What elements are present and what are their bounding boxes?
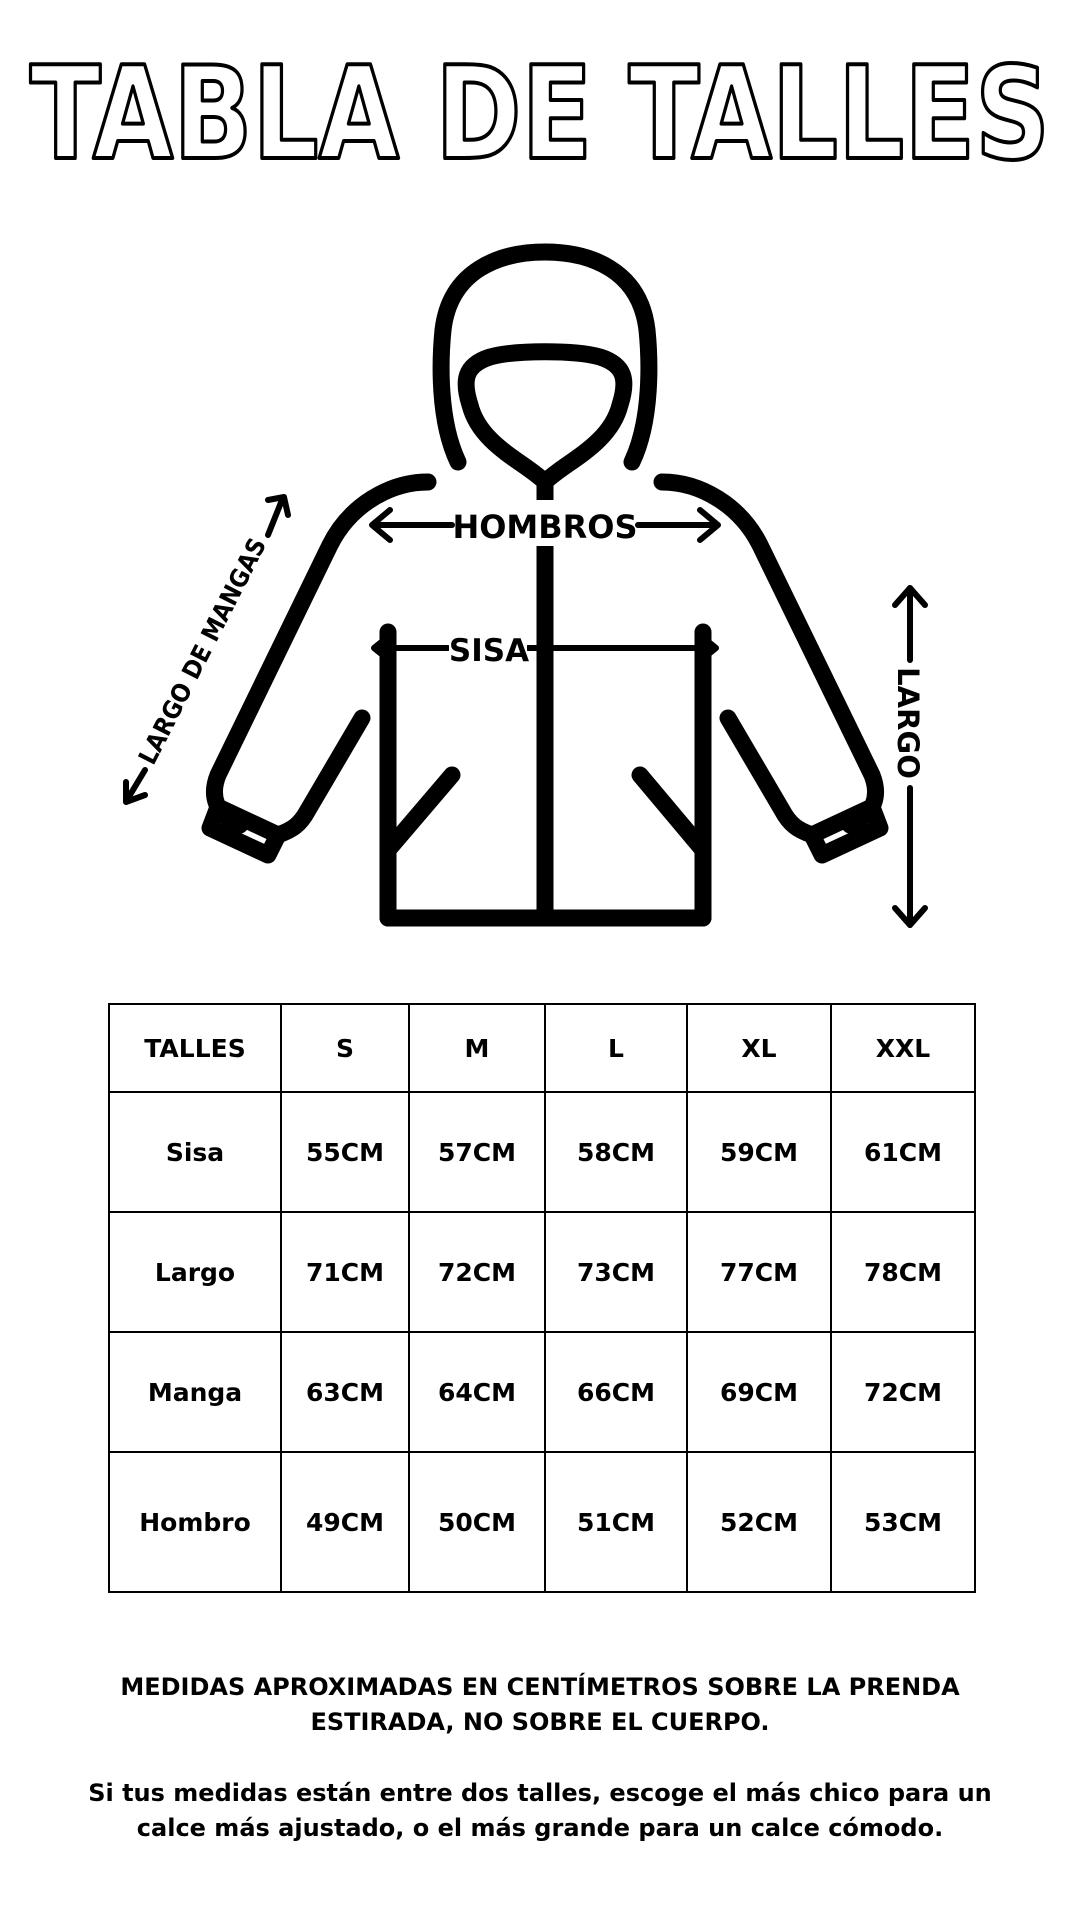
header-size-m: M — [409, 1004, 545, 1092]
row-label: Hombro — [109, 1452, 281, 1592]
hood-face — [466, 352, 624, 482]
table-cell: 64CM — [409, 1332, 545, 1452]
page-title-text: TABLA DE TALLES — [30, 40, 1050, 180]
table-cell: 52CM — [687, 1452, 831, 1592]
left-pocket — [388, 775, 452, 850]
table-cell: 71CM — [281, 1212, 409, 1332]
label-largo-de-mangas: LARGO DE MANGAS — [132, 511, 284, 770]
right-sleeve-inner — [728, 718, 812, 835]
table-cell: 72CM — [831, 1332, 975, 1452]
hoodie-diagram — [0, 220, 1080, 940]
page-title-outline — [0, 40, 1080, 180]
table-row — [109, 1452, 975, 1592]
header-size-xxl: XXL — [831, 1004, 975, 1092]
measurement-note: MEDIDAS APROXIMADAS EN CENTÍMETROS SOBRE LA PRENDA ESTIRADA, NO SOBRE EL CUERPO. — [120, 1673, 960, 1736]
label-sisa: SISA — [448, 633, 530, 669]
table-cell: 57CM — [409, 1092, 545, 1212]
row-label: Manga — [109, 1332, 281, 1452]
table-cell: 77CM — [687, 1212, 831, 1332]
row-label: Sisa — [109, 1092, 281, 1212]
table-cell: 55CM — [281, 1092, 409, 1212]
table-row — [109, 1092, 975, 1212]
right-pocket — [640, 775, 703, 850]
table-cell: 78CM — [831, 1212, 975, 1332]
table-cell: 63CM — [281, 1332, 409, 1452]
table-cell: 61CM — [831, 1092, 975, 1212]
header-size-s: S — [281, 1004, 409, 1092]
size-table — [108, 1003, 976, 1593]
table-row — [109, 1212, 975, 1332]
label-largo: LARGO — [891, 667, 925, 779]
table-cell: 66CM — [545, 1332, 687, 1452]
left-sleeve-inner — [278, 718, 362, 835]
table-cell: 69CM — [687, 1332, 831, 1452]
table-row — [109, 1332, 975, 1452]
page-title — [0, 40, 1080, 180]
table-header-row — [109, 1004, 975, 1092]
label-hombros: HOMBROS — [452, 508, 638, 546]
header-size-xl: XL — [687, 1004, 831, 1092]
table-cell: 51CM — [545, 1452, 687, 1592]
table-cell: 49CM — [281, 1452, 409, 1592]
table-cell: 58CM — [545, 1092, 687, 1212]
table-cell: 53CM — [831, 1452, 975, 1592]
header-size-l: L — [545, 1004, 687, 1092]
row-label: Largo — [109, 1212, 281, 1332]
header-talles: TALLES — [109, 1004, 281, 1092]
table-cell: 59CM — [687, 1092, 831, 1212]
table-cell: 50CM — [409, 1452, 545, 1592]
size-advice-note: Si tus medidas están entre dos talles, escoge el más chico para un calce más ajustado, o el más grande para un calce cómodo. — [88, 1779, 992, 1842]
hoodie-illustration — [0, 220, 1080, 940]
table-cell: 73CM — [545, 1212, 687, 1332]
table-cell: 72CM — [409, 1212, 545, 1332]
